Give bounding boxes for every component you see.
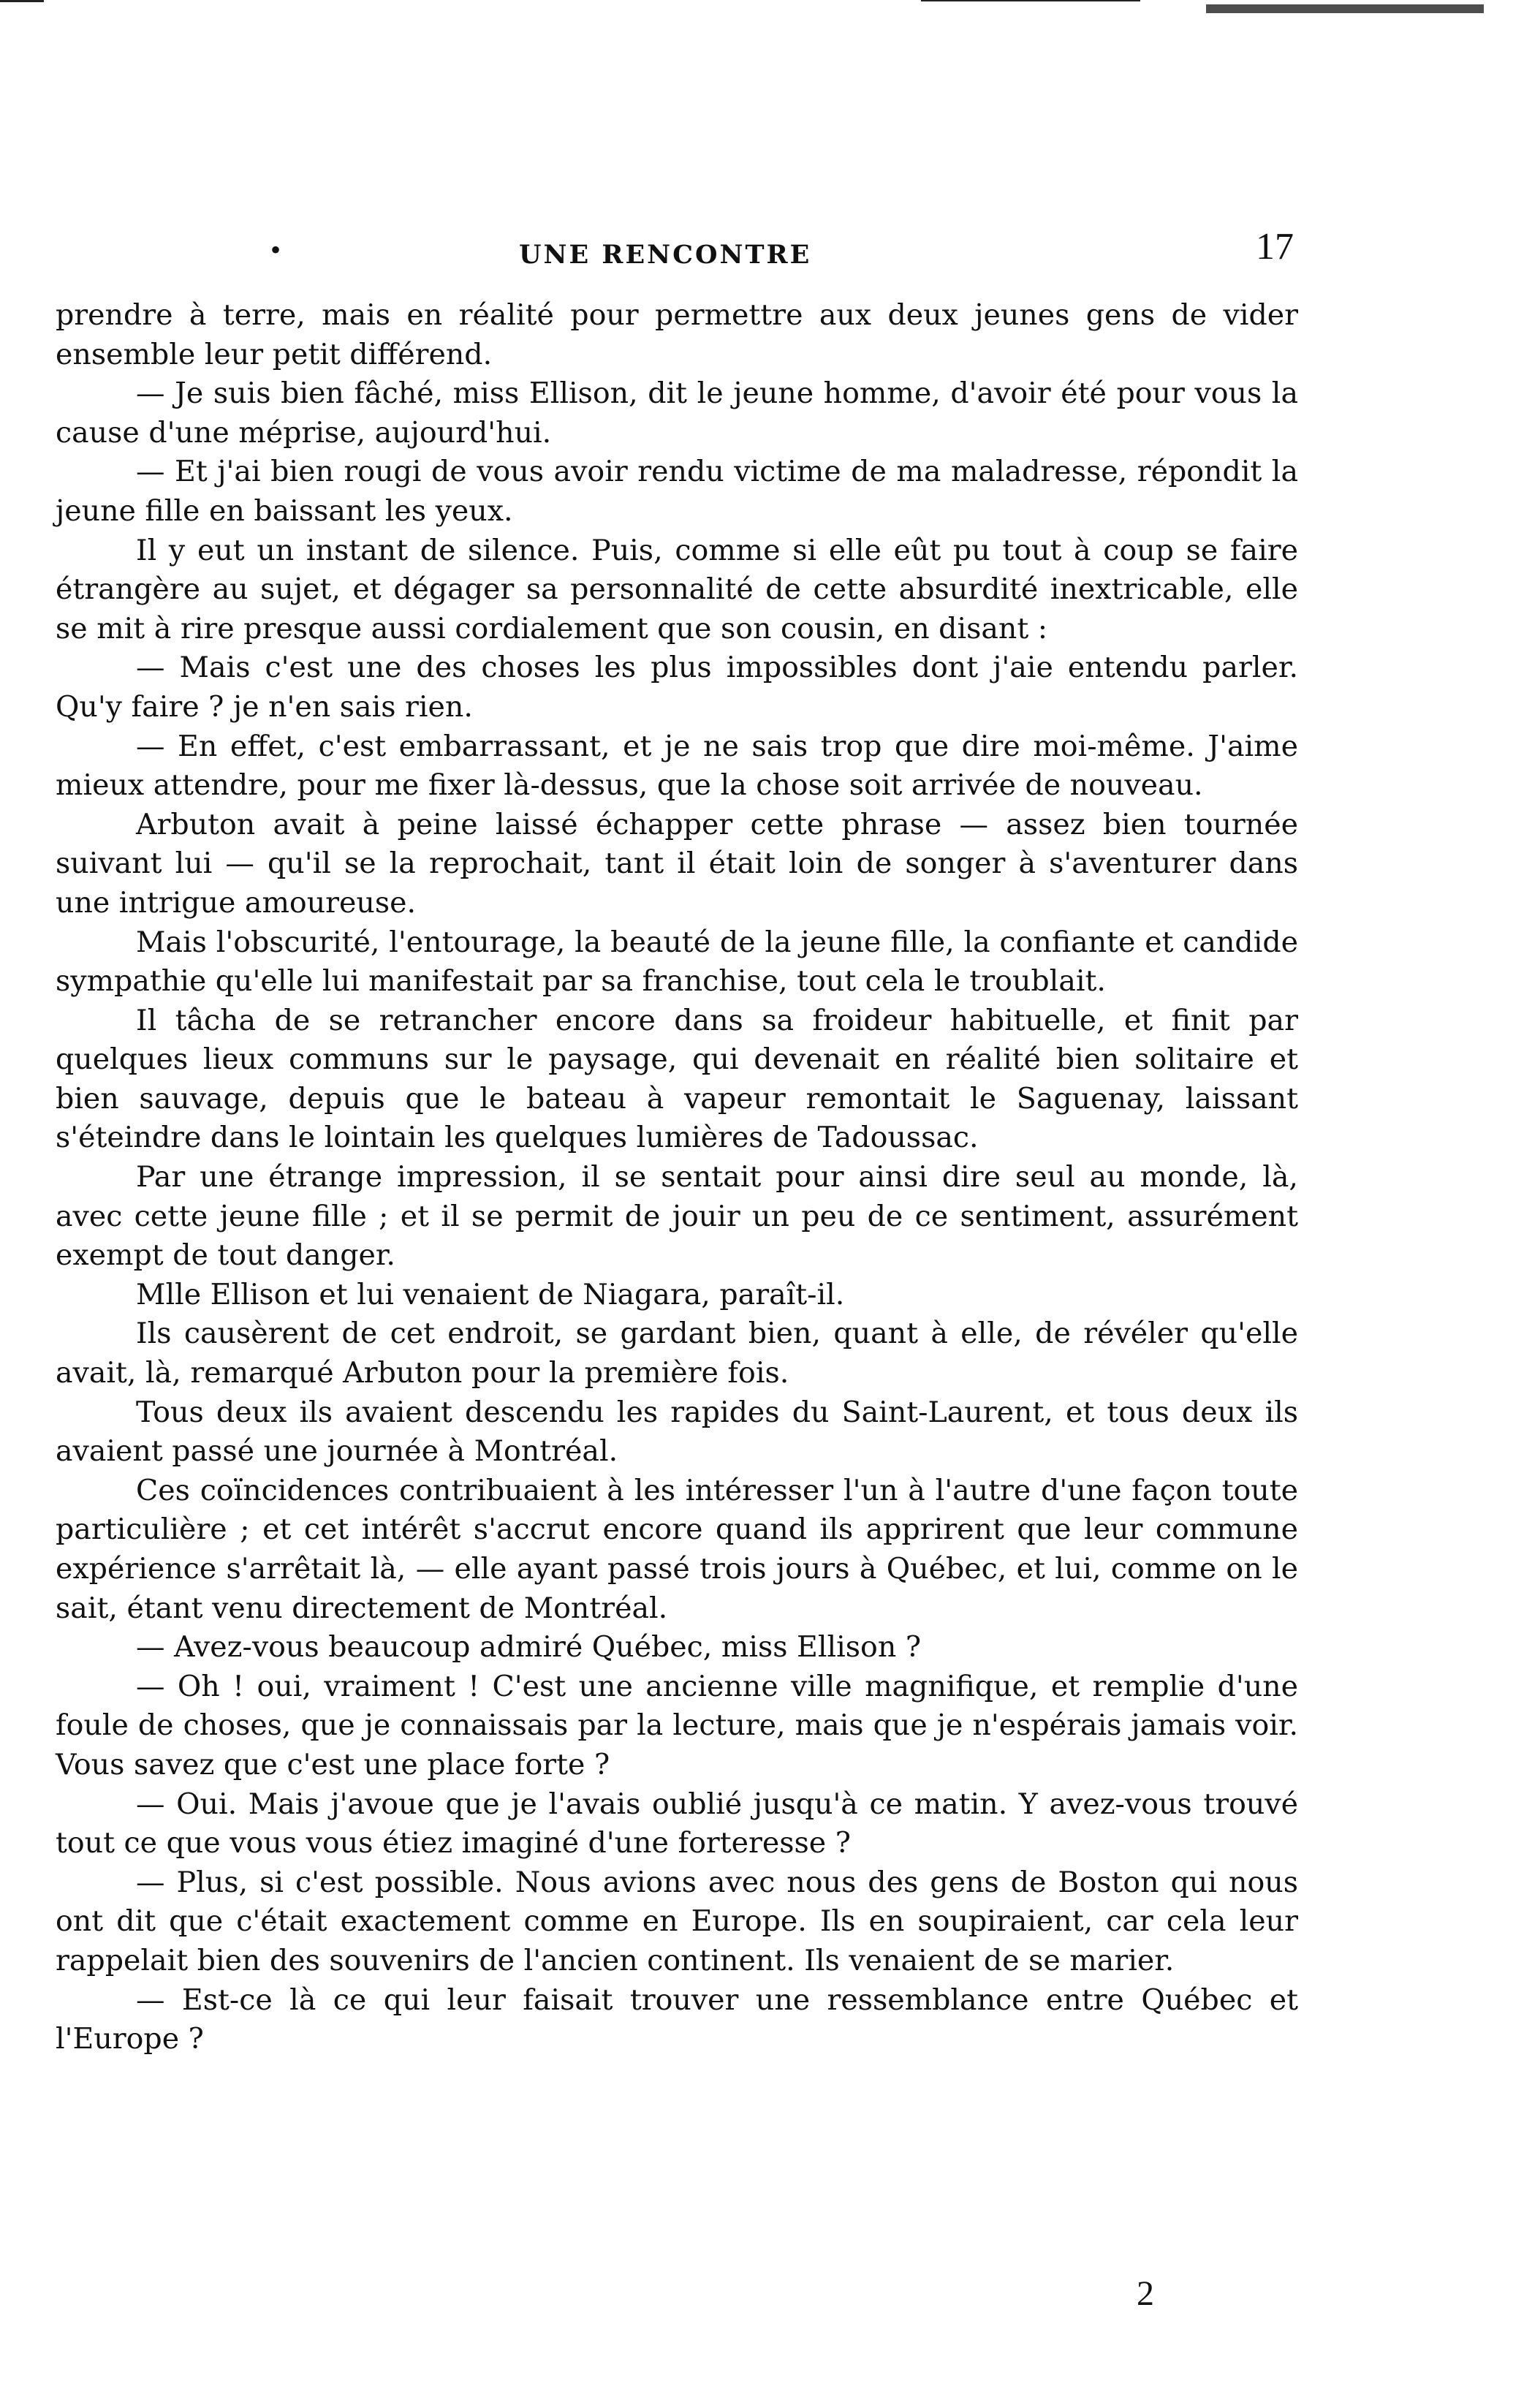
signature-mark: 2 [1137,2274,1154,2313]
paragraph: Il y eut un instant de silence. Puis, comme si elle eût pu tout à coup se faire étrangère au sujet, et dégager sa personnalité de cette absurdité inextricable, elle se mit à rire presque aussi cordialement que son cousin, en disant : [56,533,1298,645]
paragraph: — Je suis bien fâché, miss Ellison, dit le jeune homme, d'avoir été pour vous la cause d'une méprise, aujourd'hui. [56,376,1298,450]
paragraph: — Oh ! oui, vraiment ! C'est une ancienne ville magnifique, et remplie d'une foule de choses, que je connaissais par la lecture, mais que je n'espérais jamais voir. Vous savez que c'est une place forte ? [56,1669,1298,1782]
paragraph: Ils causèrent de cet endroit, se gardant bien, quant à elle, de révéler qu'elle avait, là, remarqué Arbuton pour la première fois. [56,1317,1298,1390]
scan-artifact-top-left [0,0,44,2]
paragraph: — Plus, si c'est possible. Nous avions avec nous des gens de Boston qui nous ont dit que c'était exactement comme en Europe. Ils en soupiraient, car cela leur rappelait bien des souvenirs de l'ancien continent. Ils venaient de se marier. [56,1865,1298,1977]
running-title: UNE RENCONTRE [519,240,812,270]
paragraph: — Et j'ai bien rougi de vous avoir rendu victime de ma maladresse, répondit la jeune fille en baissant les yeux. [56,455,1298,528]
paragraph: Arbuton avait à peine laissé échapper cette phrase — assez bien tournée suivant lui — qu'il se la reprochait, tant il était loin de songer à s'aventurer dans une intrigue amoureuse. [56,807,1298,920]
paragraph: Par une étrange impression, il se sentait pour ainsi dire seul au monde, là, avec cette jeune fille ; et il se permit de jouir un peu de ce sentiment, assurément exempt de tout danger. [56,1160,1298,1273]
paragraph: — Mais c'est une des choses les plus impossibles dont j'aie entendu parler. Qu'y faire ? je n'en sais rien. [56,651,1298,724]
paragraph: — Oui. Mais j'avoue que je l'avais oublié jusqu'à ce matin. Y avez-vous trouvé tout ce que vous vous étiez imaginé d'une forteresse ? [56,1787,1298,1860]
body-text [56,296,1298,2059]
scan-artifact-top-center [921,0,1140,1]
paragraph: Ces coïncidences contribuaient à les intéresser l'un à l'autre d'une façon toute particulière ; et cet intérêt s'accrut encore quand ils apprirent que leur commune expérience s'arrêtait là, — elle ayant passé trois jours à Québec, et lui, comme on le sait, étant venu directement de Montréal. [56,1473,1298,1625]
paragraph: — En effet, c'est embarrassant, et je ne sais trop que dire moi-même. J'aime mieux attendre, pour me fixer là-dessus, que la chose soit arrivée de nouveau. [56,729,1298,803]
paragraph: prendre à terre, mais en réalité pour permettre aux deux jeunes gens de vider ensemble leur petit différend. [56,298,1298,371]
paragraph: — Est-ce là ce qui leur faisait trouver une ressemblance entre Québec et l'Europe ? [56,1983,1298,2056]
page-header [51,219,1294,278]
paragraph: — Avez-vous beaucoup admiré Québec, miss Ellison ? [136,1630,922,1665]
paragraph: Mlle Ellison et lui venaient de Niagara, paraît-il. [136,1277,845,1311]
paragraph: Mais l'obscurité, l'entourage, la beauté de la jeune fille, la confiante et candide sympathie qu'elle lui manifestait par sa franchise, tout cela le troublait. [56,925,1298,999]
paragraph: Tous deux ils avaient descendu les rapides du Saint-Laurent, et tous deux ils avaient passé une journée à Montréal. [56,1395,1298,1469]
header-dot: • [270,233,281,266]
page-number: 17 [1256,226,1294,268]
scan-artifact-top-right [1206,4,1484,13]
paragraph: Il tâcha de se retrancher encore dans sa froideur habituelle, et finit par quelques lieux communs sur le paysage, qui devenait en réalité bien solitaire et bien sauvage, depuis que le bateau à vapeur remontait le Saguenay, laissant s'éteindre dans le lointain les quelques lumières de Tadoussac. [56,1003,1298,1155]
